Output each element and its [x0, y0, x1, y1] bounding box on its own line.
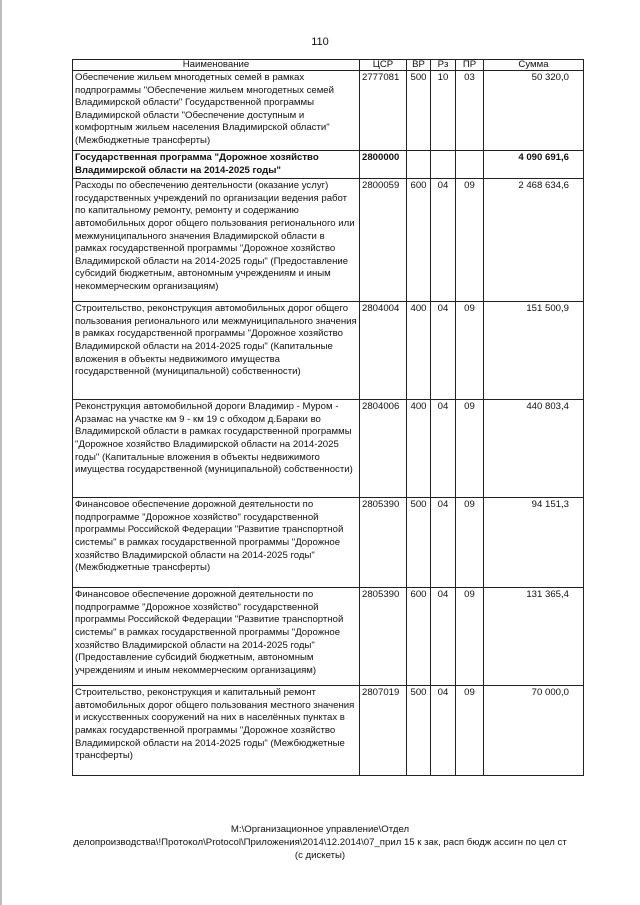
cell-rz: 10: [431, 71, 456, 151]
cell-pr: 09: [456, 686, 484, 776]
cell-name: Строительство, реконструкция и капитальный ремонт автомобильных дорог общего пользования местного значения и искусственных сооружений на них в населённых пунктах в рамках государственной программы "Дорожное хозяйство Владимирской области на 2014-2025 годы" (Межбюджетные трансферты): [73, 686, 360, 776]
cell-rz: 04: [431, 179, 456, 302]
cell-vr: 500: [407, 71, 431, 151]
cell-name: Строительство, реконструкция автомобильных дорог общего пользования регионального или межмуниципального значения в рамках государственной программы "Дорожное хозяйство Владимирской области на 2014-2025 годы" (Капитальные вложения в объекты недвижимого имущества государственной (муниципальной) собственности): [73, 302, 360, 400]
footer-line-1: М:\Организационное управление\Отдел: [230, 824, 410, 835]
cell-sum: 2 468 634,6: [484, 179, 584, 302]
header-vr: ВР: [407, 60, 431, 71]
file-path-footer: [0, 823, 640, 862]
cell-sum: 4 090 691,6: [484, 151, 584, 179]
table-row: [73, 686, 584, 776]
cell-vr: 400: [407, 302, 431, 400]
scan-edge: [0, 0, 2, 905]
table-row: [73, 588, 584, 686]
cell-rz: 04: [431, 498, 456, 588]
header-csr: ЦСР: [360, 60, 407, 71]
cell-csr: 2800059: [360, 179, 407, 302]
cell-name: Государственная программа "Дорожное хозяйство Владимирской области на 2014-2025 годы": [73, 151, 360, 179]
table-row: [73, 498, 584, 588]
header-sum: Сумма: [484, 60, 584, 71]
cell-pr: 03: [456, 71, 484, 151]
cell-csr: 2805390: [360, 498, 407, 588]
cell-name: Обеспечение жильем многодетных семей в рамках подпрограммы "Обеспечение жильем многодетных семей Владимирской области" Государственной программы Владимирской области "Обеспечение доступным и комфортным жильем населения Владимирской области" (Межбюджетные трансферты): [73, 71, 360, 151]
cell-name: Финансовое обеспечение дорожной деятельности по подпрограмме "Дорожное хозяйство" государственной программы Российской Федерации "Развитие транспортной системы" в рамках государственной программы "Дорожное хозяйство Владимирской области на 2014-2025 годы" (Межбюджетные трансферты): [73, 498, 360, 588]
cell-vr: 500: [407, 498, 431, 588]
table-row: [73, 400, 584, 498]
budget-table: [72, 59, 584, 776]
cell-csr: 2807019: [360, 686, 407, 776]
table-row-program-total: [73, 151, 584, 179]
header-pr: ПР: [456, 60, 484, 71]
table-header-row: [73, 60, 584, 71]
cell-name: Реконструкция автомобильной дороги Владимир - Муром - Арзамас на участке км 9 - км 19 с обходом д.Бараки во Владимирской области в рамках государственной программы "Дорожное хозяйство Владимирской области на 2014-2025 годы" (Капитальные вложения в объекты недвижимого имущества государственной (муниципальной) собственности): [73, 400, 360, 498]
cell-sum: 70 000,0: [484, 686, 584, 776]
cell-sum: 50 320,0: [484, 71, 584, 151]
cell-pr: 09: [456, 302, 484, 400]
cell-pr: 09: [456, 498, 484, 588]
cell-pr: 09: [456, 400, 484, 498]
cell-sum: 151 500,9: [484, 302, 584, 400]
header-name: Наименование: [73, 60, 360, 71]
cell-vr: 400: [407, 400, 431, 498]
footer-line-3: (с дискеты): [294, 850, 346, 861]
cell-csr: 2800000: [360, 151, 407, 179]
cell-csr: 2805390: [360, 588, 407, 686]
cell-csr: 2777081: [360, 71, 407, 151]
cell-rz: [431, 151, 456, 179]
cell-rz: 04: [431, 588, 456, 686]
cell-vr: [407, 151, 431, 179]
page-number: 110: [311, 36, 329, 48]
cell-rz: 04: [431, 400, 456, 498]
cell-name: Расходы по обеспечению деятельности (оказание услуг) государственных учреждений по организации ведения работ по капитальному ремонту, ремонту и содержанию автомобильных дорог общего пользования регионального или межмуниципального значения Владимирской области в рамках государственной программы "Дорожное хозяйство Владимирской области на 2014-2025 годы" (Предоставление субсидий бюджетным, автономным учреждениям и иным некоммерческим организациям): [73, 179, 360, 302]
cell-name: Финансовое обеспечение дорожной деятельности по подпрограмме "Дорожное хозяйство" государственной программы Российской Федерации "Развитие транспортной системы" в рамках государственной программы "Дорожное хозяйство Владимирской области на 2014-2025 годы" (Предоставление субсидий бюджетным, автономным учреждениям и иным некоммерческим организациям): [73, 588, 360, 686]
header-rz: Рз: [431, 60, 456, 71]
cell-csr: 2804004: [360, 302, 407, 400]
cell-vr: 600: [407, 179, 431, 302]
cell-pr: [456, 151, 484, 179]
cell-pr: 09: [456, 588, 484, 686]
footer-line-2: делопроизводства\!Протокол\Protocol\Приложения\2014\12.2014\07_прил 15 к зак, расп бюдж ассигн по цел ст: [73, 837, 567, 848]
cell-sum: 94 151,3: [484, 498, 584, 588]
table-row: [73, 302, 584, 400]
table-row: [73, 71, 584, 151]
cell-vr: 500: [407, 686, 431, 776]
cell-sum: 131 365,4: [484, 588, 584, 686]
cell-rz: 04: [431, 302, 456, 400]
cell-csr: 2804006: [360, 400, 407, 498]
cell-vr: 600: [407, 588, 431, 686]
table-row: [73, 179, 584, 302]
cell-pr: 09: [456, 179, 484, 302]
cell-rz: 04: [431, 686, 456, 776]
cell-sum: 440 803,4: [484, 400, 584, 498]
